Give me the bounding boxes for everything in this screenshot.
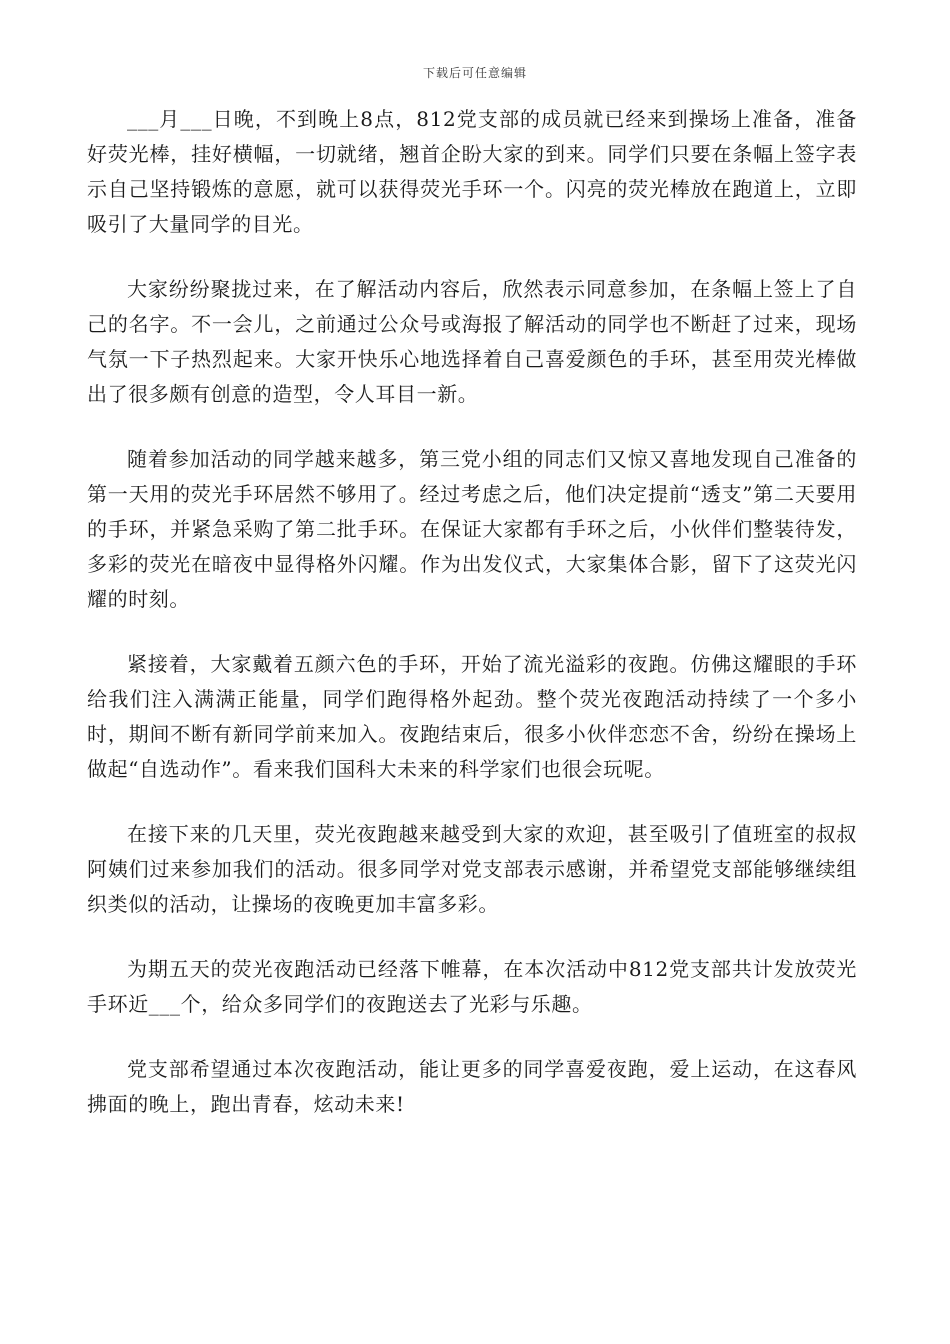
article-body xyxy=(87,102,857,1152)
paragraph-4: 紧接着，大家戴着五颜六色的手环，开始了流光溢彩的夜跑。仿佛这耀眼的手环给我们注入满满正能量，同学们跑得格外起劲。整个荧光夜跑活动持续了一个多小时，期间不断有新同学前来加入。夜跑结束后，很多小伙伴恋恋不舍，纷纷在操场上做起“自选动作”。看来我们国科大未来的科学家们也很会玩呢。 xyxy=(87,652,857,781)
paragraph-5: 在接下来的几天里，荧光夜跑越来越受到大家的欢迎，甚至吸引了值班室的叔叔阿姨们过来参加我们的活动。很多同学对党支部表示感谢，并希望党支部能够继续组织类似的活动，让操场的夜晚更加丰富多彩。 xyxy=(87,822,857,916)
header-note: 下载后可任意编辑 xyxy=(422,66,527,80)
paragraph-7: 党支部希望通过本次夜跑活动，能让更多的同学喜爱夜跑，爱上运动，在这春风拂面的晚上，跑出青春，炫动未来! xyxy=(87,1057,857,1116)
paragraph-1: ___月___日晚，不到晚上8点，812党支部的成员就已经来到操场上准备，准备好荧光棒，挂好横幅，一切就绪，翘首企盼大家的到来。同学们只要在条幅上签字表示自己坚持锻炼的意愿，就可以获得荧光手环一个。闪亮的荧光棒放在跑道上，立即吸引了大量同学的目光。 xyxy=(87,107,857,236)
paragraph-3: 随着参加活动的同学越来越多，第三党小组的同志们又惊又喜地发现自己准备的第一天用的荧光手环居然不够用了。经过考虑之后，他们决定提前“透支”第二天要用的手环，并紧急采购了第二批手环。在保证大家都有手环之后，小伙伴们整装待发，多彩的荧光在暗夜中显得格外闪耀。作为出发仪式，大家集体合影，留下了这荧光闪耀的时刻。 xyxy=(87,447,857,611)
paragraph-2: 大家纷纷聚拢过来，在了解活动内容后，欣然表示同意参加，在条幅上签上了自己的名字。不一会儿，之前通过公众号或海报了解活动的同学也不断赶了过来，现场气氛一下子热烈起来。大家开快乐心地选择着自己喜爱颜色的手环，甚至用荧光棒做出了很多颇有创意的造型，令人耳目一新。 xyxy=(87,277,857,406)
paragraph-6: 为期五天的荧光夜跑活动已经落下帷幕，在本次活动中812党支部共计发放荧光手环近___个，给众多同学们的夜跑送去了光彩与乐趣。 xyxy=(87,957,857,1016)
